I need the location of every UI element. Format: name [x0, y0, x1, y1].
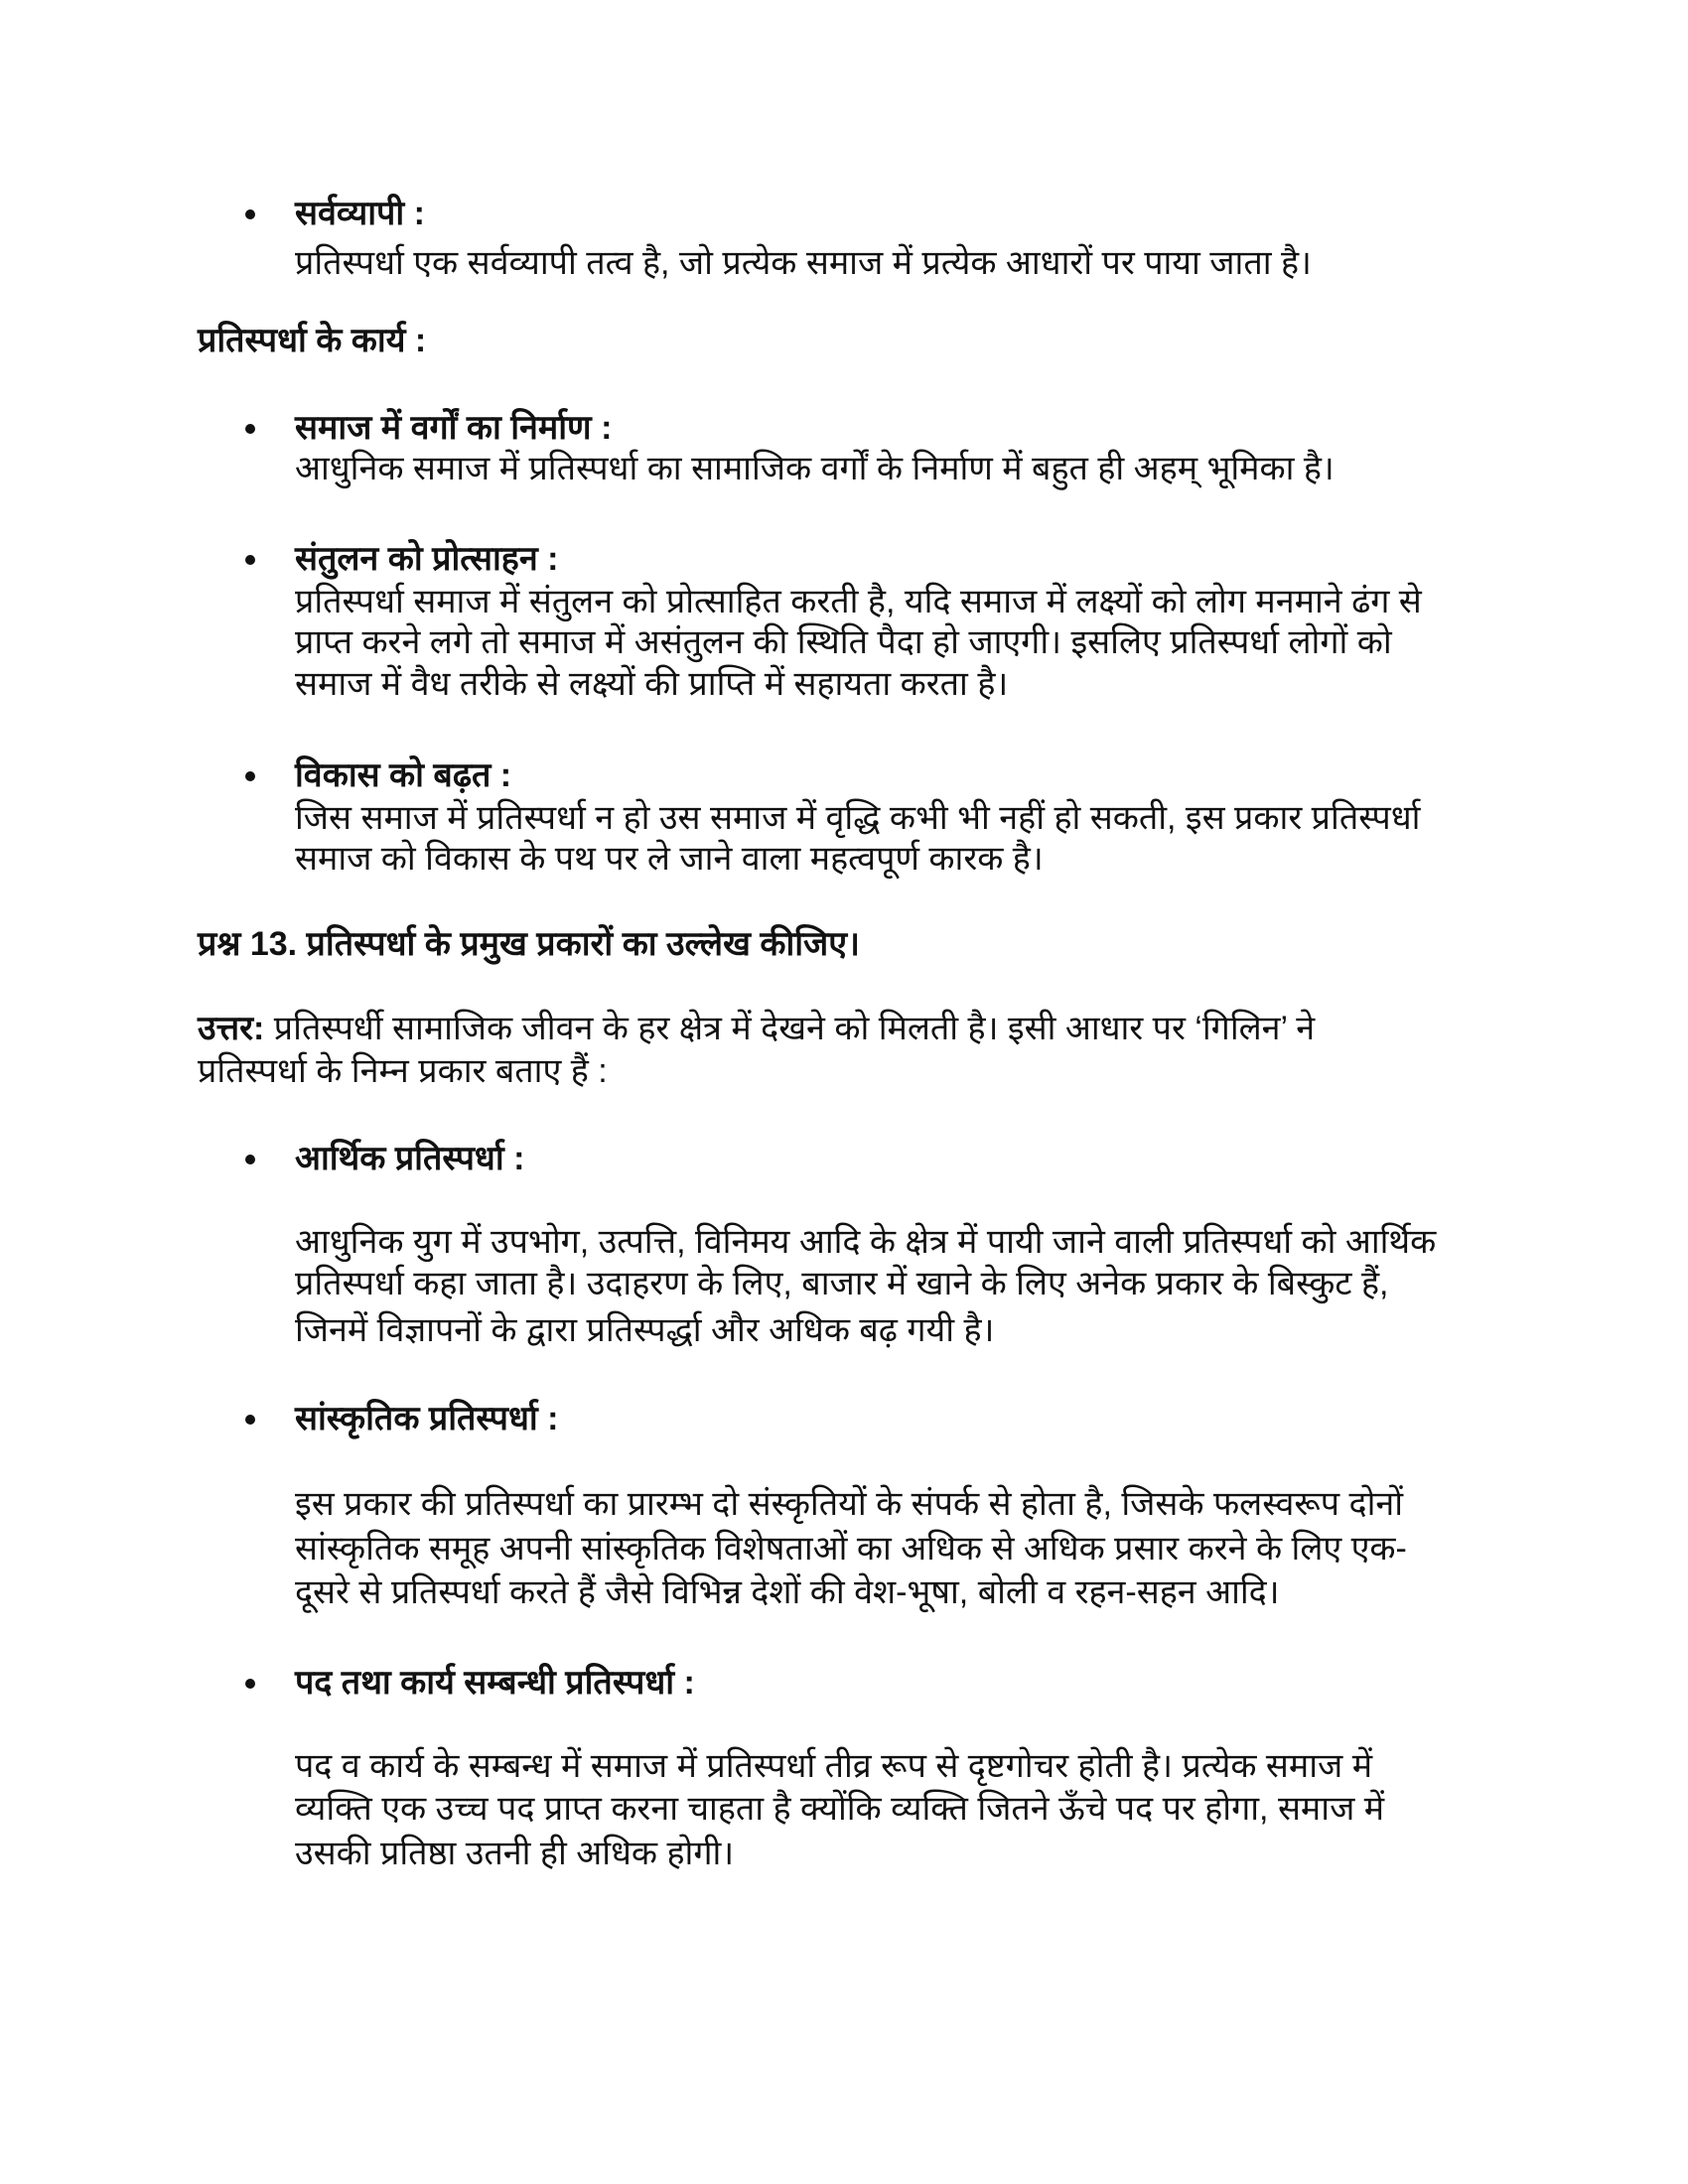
bullet-body-line: सांस्कृतिक समूह अपनी सांस्कृतिक विशेषताओं का अधिक से अधिक प्रसार करने के लिए एक-: [295, 1530, 1407, 1568]
bullet-icon: [245, 1679, 255, 1689]
bullet-body-line: जिनमें विज्ञापनों के द्वारा प्रतिस्पर्द्धा और अधिक बढ़ गयी है।: [295, 1311, 995, 1349]
bullet-body-line: समाज को विकास के पथ पर ले जाने वाला महत्वपूर्ण कारक है।: [295, 840, 1044, 878]
answer-line-1: [198, 1007, 1315, 1050]
answer-text: प्रतिस्पर्धी सामाजिक जीवन के हर क्षेत्र में देखने को मिलती है। इसी आधार पर ‘गिलिन’ ने: [264, 1010, 1316, 1047]
answer-label: उत्तर:: [198, 1010, 265, 1047]
section-heading-functions: प्रतिस्पर्धा के कार्य :: [198, 322, 427, 359]
bullet-icon: [245, 209, 255, 219]
bullet-heading-class-formation: समाज में वर्गों का निर्माण :: [295, 409, 613, 447]
bullet-body-line: दूसरे से प्रतिस्पर्धा करते हैं जैसे विभिन्न देशों की वेश-भूषा, बोली व रहन-सहन आदि।: [295, 1573, 1280, 1611]
bullet-icon: [245, 555, 255, 565]
bullet-body-line: आधुनिक समाज में प्रतिस्पर्धा का सामाजिक वर्गों के निर्माण में बहुत ही अहम् भूमिका है।: [295, 450, 1335, 487]
bullet-heading-sarvavyapi: सर्वव्यापी :: [295, 195, 425, 232]
bullet-heading-economic: आर्थिक प्रतिस्पर्धा :: [295, 1140, 525, 1177]
bullet-body-line: इस प्रकार की प्रतिस्पर्धा का प्रारम्भ दो संस्कृतियों के संपर्क से होता है, जिसके फलस्वरूप दोनों: [295, 1485, 1404, 1523]
bullet-body-line: जिस समाज में प्रतिस्पर्धा न हो उस समाज में वृद्धि कभी भी नहीं हो सकती, इस प्रकार प्रतिस्पर्धा: [295, 799, 1421, 837]
bullet-heading-status-work: पद तथा कार्य सम्बन्धी प्रतिस्पर्धा :: [295, 1664, 695, 1702]
bullet-body-line: प्रतिस्पर्धा एक सर्वव्यापी तत्व है, जो प्रत्येक समाज में प्रत्येक आधारों पर पाया जाता है।: [295, 244, 1312, 282]
bullet-body-line: उसकी प्रतिष्ठा उतनी ही अधिक होगी।: [295, 1835, 735, 1872]
bullet-body-line: प्राप्त करने लगे तो समाज में असंतुलन की स्थिति पैदा हो जाएगी। इसलिए प्रतिस्पर्धा लोगों को: [295, 623, 1392, 661]
bullet-heading-balance: संतुलन को प्रोत्साहन :: [295, 540, 559, 578]
answer-line-2: प्रतिस्पर्धा के निम्न प्रकार बताए हैं :: [198, 1052, 608, 1090]
bullet-body-line: आधुनिक युग में उपभोग, उत्पत्ति, विनिमय आदि के क्षेत्र में पायी जाने वाली प्रतिस्पर्धा को आर्थिक: [295, 1223, 1437, 1261]
bullet-icon: [245, 424, 255, 434]
bullet-heading-cultural: सांस्कृतिक प्रतिस्पर्धा :: [295, 1400, 559, 1437]
bullet-body-line: व्यक्ति एक उच्च पद प्राप्त करना चाहता है क्योंकि व्यक्ति जितने ऊँचे पद पर होगा, समाज में: [295, 1790, 1385, 1828]
bullet-icon: [245, 1155, 255, 1164]
bullet-body-line: प्रतिस्पर्धा कहा जाता है। उदाहरण के लिए, बाजार में खाने के लिए अनेक प्रकार के बिस्कुट हैं,: [295, 1265, 1389, 1302]
question-13: प्रश्न 13. प्रतिस्पर्धा के प्रमुख प्रकारों का उल्लेख कीजिए।: [198, 925, 860, 963]
bullet-icon: [245, 771, 255, 781]
bullet-body-line: समाज में वैध तरीके से लक्ष्यों की प्राप्ति में सहायता करता है।: [295, 665, 1009, 703]
bullet-icon: [245, 1415, 255, 1425]
bullet-body-line: पद व कार्य के सम्बन्ध में समाज में प्रतिस्पर्धा तीव्र रूप से दृष्टगोचर होती है। प्रत्येक समाज में: [295, 1747, 1373, 1785]
bullet-body-line: प्रतिस्पर्धा समाज में संतुलन को प्रोत्साहित करती है, यदि समाज में लक्ष्यों को लोग मनमाने ढंग से: [295, 583, 1422, 620]
bullet-heading-development: विकास को बढ़त :: [295, 756, 512, 794]
